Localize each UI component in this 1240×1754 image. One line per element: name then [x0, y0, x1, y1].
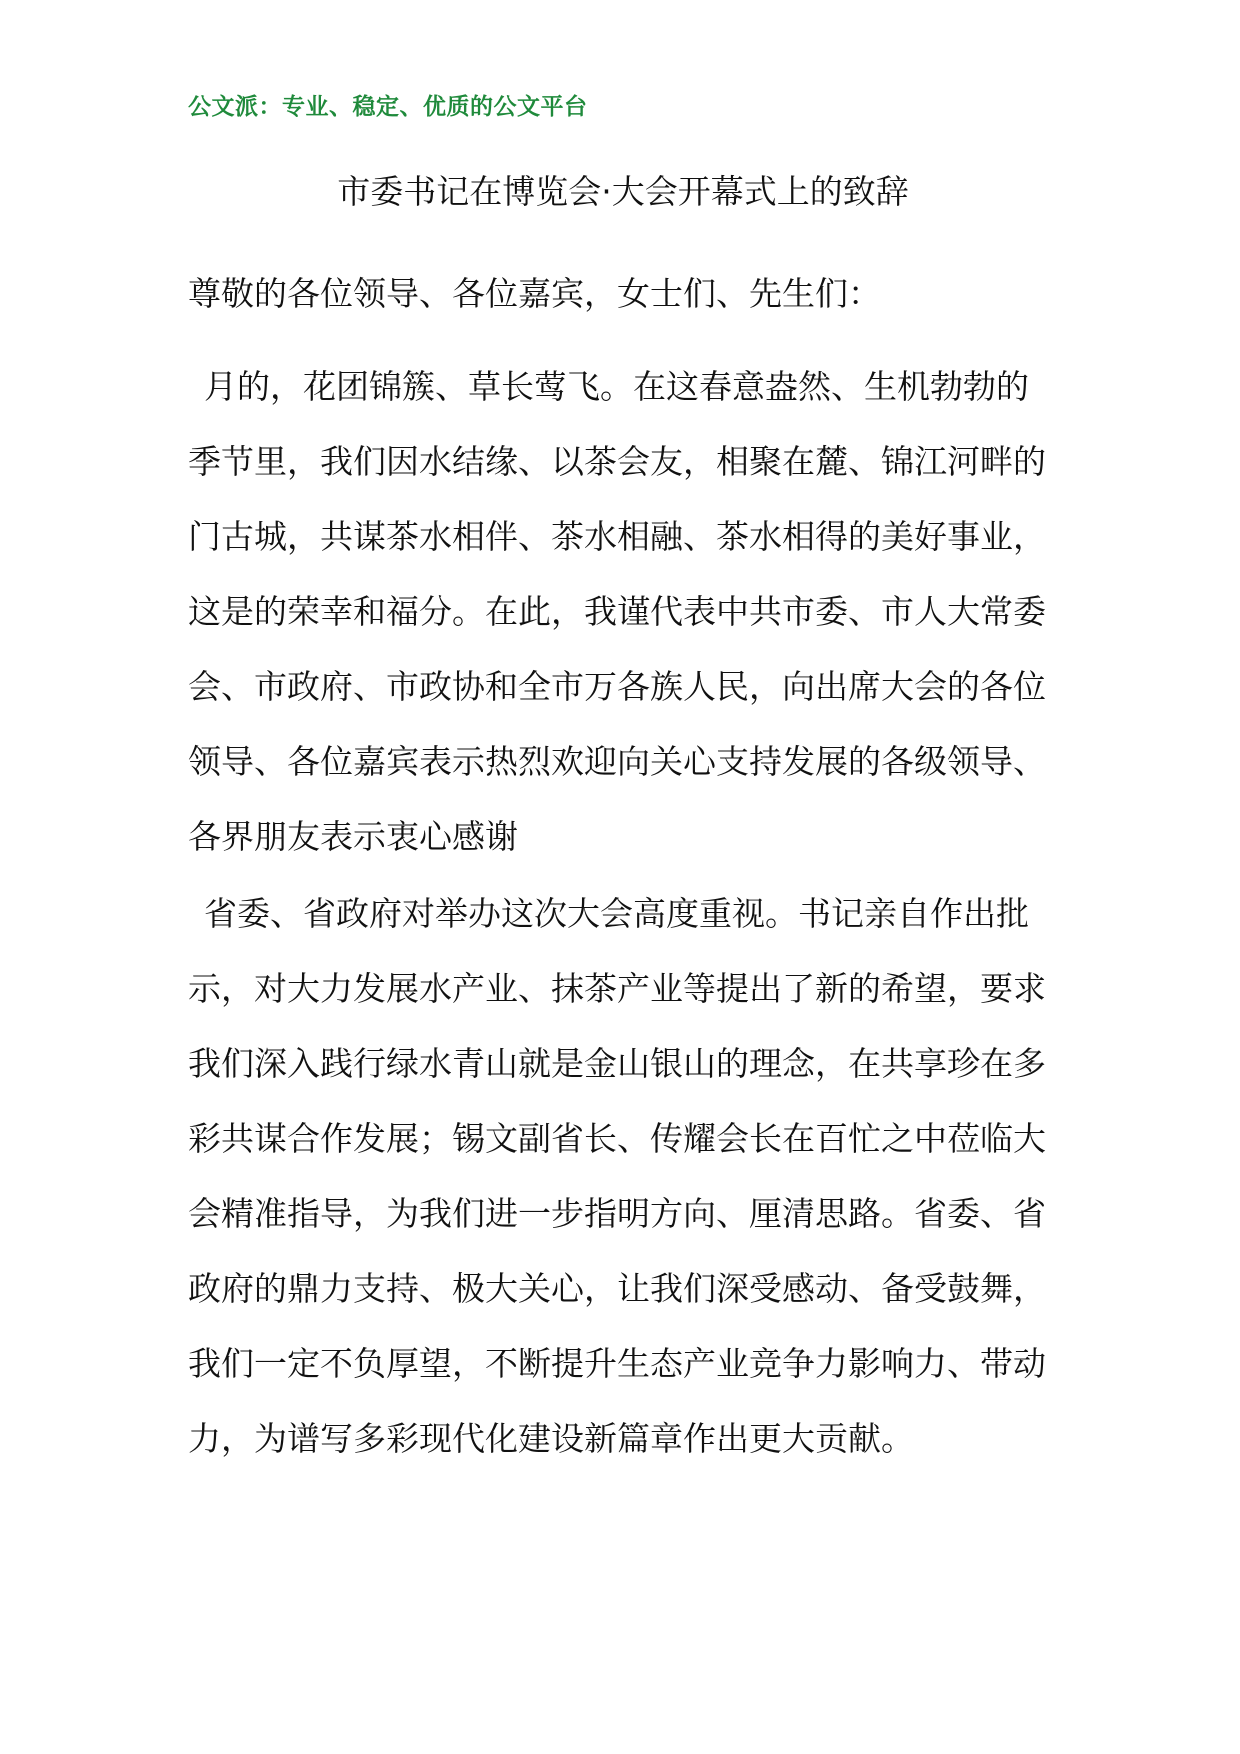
- platform-banner: 公文派：专业、稳定、优质的公文平台: [188, 93, 588, 120]
- document-title: 市委书记在博览会·大会开幕式上的致辞: [337, 172, 909, 211]
- paragraph-1: 月的，花团锦簇、草长莺飞。在这春意盎然、生机勃勃的季节里，我们因水结缘、以茶会友，相聚在麓、锦江河畔的门古城，共谋茶水相伴、茶水相融、茶水相得的美好事业，这是的荣幸和福分。在此，我谨代表中共市委、市人大常委会、市政府、市政协和全市万各族人民，向出席大会的各位领导、各位嘉宾表示热烈欢迎向关心支持发展的各级领导、各界朋友表示衷心感谢: [188, 367, 1046, 856]
- salutation: 尊敬的各位领导、各位嘉宾，女士们、先生们：: [188, 274, 881, 313]
- document-body: [188, 256, 1058, 1476]
- paragraph-2: 省委、省政府对举办这次大会高度重视。书记亲自作出批示，对大力发展水产业、抹茶产业等提出了新的希望，要求我们深入践行绿水青山就是金山银山的理念，在共享珍在多彩共谋合作发展；锡文副省长、传耀会长在百忙之中莅临大会精准指导，为我们进一步指明方向、厘清思路。省委、省政府的鼎力支持、极大关心，让我们深受感动、备受鼓舞，我们一定不负厚望，不断提升生态产业竞争力影响力、带动力，为谱写多彩现代化建设新篇章作出更大贡献。: [188, 894, 1046, 1458]
